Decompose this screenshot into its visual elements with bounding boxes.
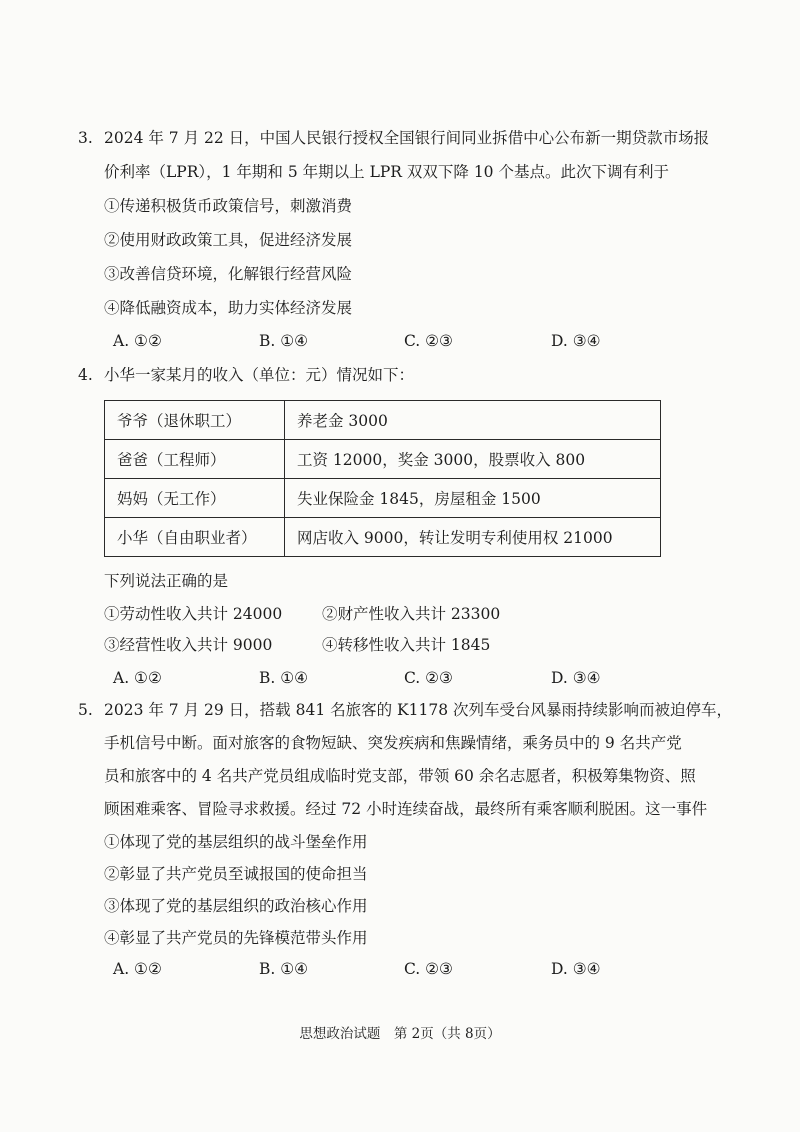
table-cell-member: 爷爷（退休职工） bbox=[105, 401, 285, 440]
table-row bbox=[105, 440, 661, 479]
option-c[interactable]: C. ②③ bbox=[404, 669, 453, 687]
option-a[interactable]: A. ①② bbox=[113, 669, 162, 687]
table-cell-member: 妈妈（无工作） bbox=[105, 479, 285, 518]
statement-item: ②财产性收入共计 23300 bbox=[322, 605, 501, 623]
statement-item: ④转移性收入共计 1845 bbox=[322, 636, 491, 654]
table-cell-member: 小华（自由职业者） bbox=[105, 518, 285, 557]
option-c[interactable]: C. ②③ bbox=[404, 960, 453, 978]
question-stem-line: 2023 年 7 月 29 日，搭载 841 名旅客的 K1178 次列车受台风暴雨持续影响而被迫停车， bbox=[104, 701, 732, 719]
statement-item: ④彰显了共产党员的先锋模范带头作用 bbox=[104, 929, 368, 947]
statement-item: ①体现了党的基层组织的战斗堡垒作用 bbox=[104, 833, 368, 851]
statement-item: ③经营性收入共计 9000 bbox=[104, 636, 273, 654]
question-stem-line: 员和旅客中的 4 名共产党员组成临时党支部，带领 60 余名志愿者，积极筹集物资、照 bbox=[104, 767, 696, 785]
option-c[interactable]: C. ②③ bbox=[404, 332, 453, 350]
question-prompt: 下列说法正确的是 bbox=[104, 572, 229, 590]
table-row bbox=[105, 401, 661, 440]
statement-item: ④降低融资成本，助力实体经济发展 bbox=[104, 299, 353, 317]
statement-item: ①传递积极货币政策信号，刺激消费 bbox=[104, 197, 353, 215]
page-footer: 思想政治试题 第 2页（共 8页） bbox=[299, 1026, 501, 1042]
table-cell-income: 工资 12000，奖金 3000，股票收入 800 bbox=[285, 440, 661, 479]
table-row bbox=[105, 479, 661, 518]
question-stem-line: 2024 年 7 月 22 日，中国人民银行授权全国银行间同业拆借中心公布新一期贷款市场报 bbox=[104, 129, 710, 147]
statement-item: ③体现了党的基层组织的政治核心作用 bbox=[104, 897, 368, 915]
option-b[interactable]: B. ①④ bbox=[259, 332, 309, 350]
question-number: 3. bbox=[78, 129, 93, 147]
table-cell-income: 失业保险金 1845，房屋租金 1500 bbox=[285, 479, 661, 518]
option-d[interactable]: D. ③④ bbox=[551, 332, 601, 350]
question-stem-line: 小华一家某月的收入（单位：元）情况如下： bbox=[104, 366, 415, 384]
statement-item: ①劳动性收入共计 24000 bbox=[104, 605, 283, 623]
option-a[interactable]: A. ①② bbox=[113, 960, 162, 978]
option-a[interactable]: A. ①② bbox=[113, 332, 162, 350]
statement-item: ③改善信贷环境，化解银行经营风险 bbox=[104, 265, 353, 283]
table-cell-income: 网店收入 9000，转让发明专利使用权 21000 bbox=[285, 518, 661, 557]
statement-item: ②使用财政政策工具，促进经济发展 bbox=[104, 231, 353, 249]
question-number: 4. bbox=[78, 366, 93, 384]
option-b[interactable]: B. ①④ bbox=[259, 960, 309, 978]
income-table bbox=[104, 400, 661, 557]
option-b[interactable]: B. ①④ bbox=[259, 669, 309, 687]
question-stem-line: 价利率（LPR），1 年期和 5 年期以上 LPR 双双下降 10 个基点。此次下调有利于 bbox=[104, 163, 669, 181]
table-cell-income: 养老金 3000 bbox=[285, 401, 661, 440]
option-d[interactable]: D. ③④ bbox=[551, 960, 601, 978]
table-row bbox=[105, 518, 661, 557]
question-number: 5. bbox=[78, 701, 93, 719]
question-stem-line: 顾困难乘客、冒险寻求救援。经过 72 小时连续奋战，最终所有乘客顺利脱困。这一事件 bbox=[104, 800, 708, 818]
question-stem-line: 手机信号中断。面对旅客的食物短缺、突发疾病和焦躁情绪，乘务员中的 9 名共产党 bbox=[104, 734, 682, 752]
statement-item: ②彰显了共产党员至诚报国的使命担当 bbox=[104, 865, 368, 883]
table-cell-member: 爸爸（工程师） bbox=[105, 440, 285, 479]
option-d[interactable]: D. ③④ bbox=[551, 669, 601, 687]
